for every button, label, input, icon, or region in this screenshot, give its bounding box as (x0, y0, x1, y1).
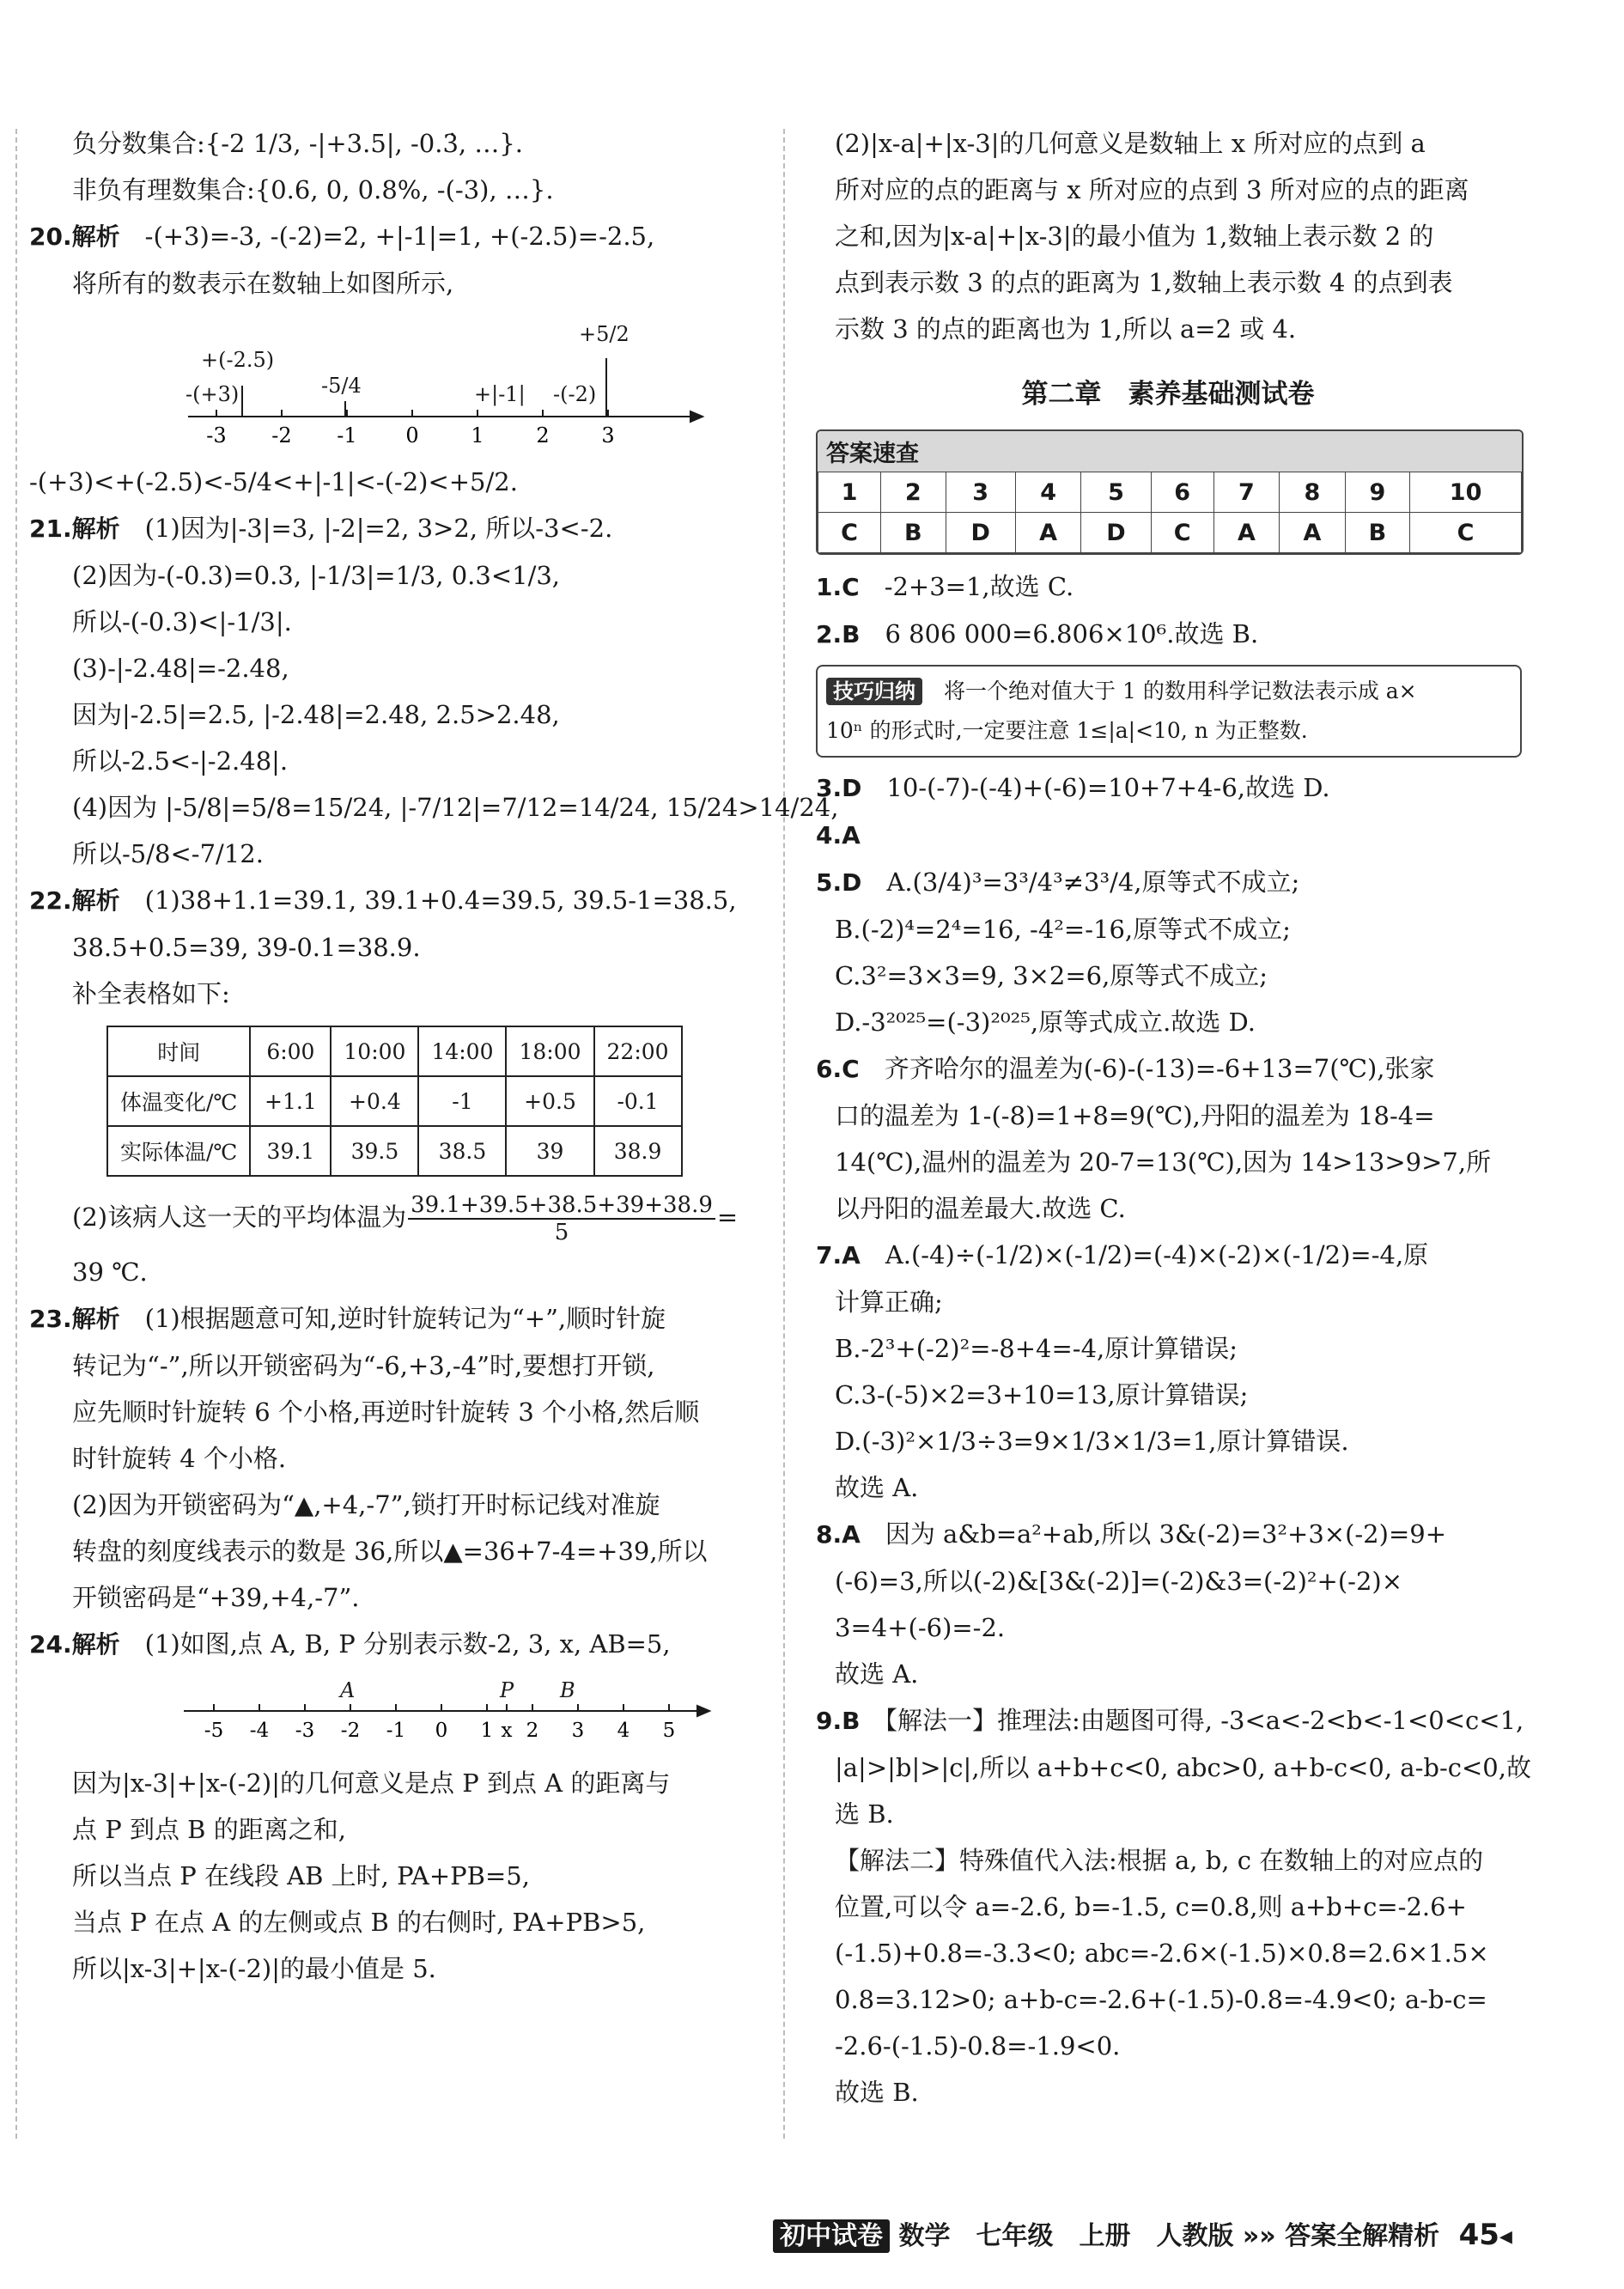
answer-values-row: C B D A D C A A B C (818, 513, 1522, 553)
ans-8: 8.A 因为 a&b=a²+ab,所以 3&(-2)=3²+3×(-2)=9+ (816, 1519, 1446, 1549)
page-arrow-icon: ◂ (1499, 2221, 1512, 2251)
point-A: A (340, 1678, 356, 1702)
footer-tag: 初中试卷 (773, 2219, 890, 2253)
q21-b1: (2)因为-(-0.3)=0.3, |-1/3|=1/3, 0.3<1/3, (72, 561, 561, 590)
ans-6-4: 以丹阳的温差最大.故选 C. (835, 1194, 1126, 1223)
q23-l1: 23.解析 (1)根据题意可知,逆时针旋转记为“+”,顺时针旋 (29, 1304, 666, 1333)
point-P: P (500, 1678, 514, 1702)
ans-6: 6.C 齐齐哈尔的温差为(-6)-(-13)=-6+13=7(℃),张家 (816, 1054, 1435, 1083)
r-line2: 所对应的点的距离与 x 所对应的点到 3 所对应的点的距离 (835, 175, 1469, 204)
tick-label: x (501, 1720, 513, 1742)
tick-label: -4 (249, 1720, 270, 1742)
ans-9: 9.B 【解法一】推理法:由题图可得, -3<a<-2<b<-1<0<c<1, (816, 1706, 1524, 1735)
q24-number-line (72, 1668, 725, 1754)
ans-6-2: 口的温差为 1-(-8)=1+8=9(℃),丹阳的温差为 18-4= (835, 1101, 1435, 1130)
r-line5: 示数 3 的点的距离也为 1,所以 a=2 或 4. (835, 314, 1297, 344)
page-footer (773, 2214, 1512, 2252)
page-number: 45 (1458, 2218, 1499, 2252)
q22-b1: (2)该病人这一天的平均体温为 $\frac{39.1+39.5+38.5+39+38.9}{5}$ = (72, 1192, 739, 1245)
tick-label: -1 (337, 423, 357, 447)
q21-c2: 因为|-2.5|=2.5, |-2.48|=2.48, 2.5>2.48, (72, 700, 560, 729)
label-neg-neg2: -(-2) (553, 382, 597, 406)
tick-label: -2 (271, 423, 292, 447)
q21-b2: 所以-(-0.3)<|-1/3|. (72, 607, 292, 636)
q22-a2: 38.5+0.5=39, 39-0.1=38.9. (72, 933, 421, 962)
tick-label: 3 (571, 1720, 585, 1742)
ans-2: 2.B 6 806 000=6.806×10⁶.故选 B. (816, 619, 1259, 648)
table-header-row: 时间 6:00 10:00 14:00 18:00 22:00 (107, 1026, 682, 1076)
ans-8-2: (-6)=3,所以(-2)&[3&(-2)]=(-2)&3=(-2)²+(-2)× (835, 1567, 1403, 1596)
ans-6-3: 14(℃),温州的温差为 20-7=13(℃),因为 14>13>9>7,所 (835, 1148, 1492, 1177)
footer-title: 答案全解精析 (1285, 2221, 1440, 2251)
ans-7-4: C.3-(-5)×2=3+10=13,原计算错误; (835, 1380, 1249, 1409)
q24-l3: 点 P 到点 B 的距离之和, (72, 1815, 346, 1844)
ans-4: 4.A (816, 821, 861, 849)
footer-arrow: »» (1242, 2221, 1276, 2251)
ans-9-5: 位置,可以令 a=-2.6, b=-1.5, c=0.8,则 a+b+c=-2.6+ (835, 1892, 1467, 1921)
ans-7-3: B.-2³+(-2)²=-8+4=-4,原计算错误; (835, 1334, 1238, 1363)
ans-9-9: 故选 B. (835, 2078, 919, 2107)
q22-a3: 补全表格如下: (72, 979, 230, 1008)
q20-result: -(+3)<+(-2.5)<-5/4<+|-1|<-(-2)<+5/2. (29, 467, 518, 496)
section-title: 第二章 素养基础测试卷 (1021, 379, 1315, 410)
q24-l2: 因为|x-3|+|x-(-2)|的几何意义是点 P 到点 A 的距离与 (72, 1768, 671, 1798)
column-divider (783, 129, 785, 2139)
q22-a1: 22.解析 (1)38+1.1=39.1, 39.1+0.4=39.5, 39.5-1=38.5, (29, 886, 737, 915)
tick-label: 5 (662, 1720, 676, 1742)
q23-l5: (2)因为开锁密码为“▲,+4,-7”,锁打开时标记线对准旋 (72, 1490, 660, 1519)
point-B: B (560, 1678, 575, 1702)
ans-8-4: 故选 A. (835, 1659, 919, 1689)
answer-quick-check (816, 429, 1524, 555)
q23-l4: 时针旋转 4 个小格. (72, 1444, 287, 1473)
tick-label: 3 (601, 423, 615, 447)
label-neg-5-4: -5/4 (321, 374, 362, 398)
r-line4: 点到表示数 3 的点的距离为 1,数轴上表示数 4 的点到表 (835, 268, 1453, 297)
ans-9-6: (-1.5)+0.8=-3.3<0; abc=-2.6×(-1.5)×0.8=2.6×1.5× (835, 1939, 1489, 1968)
footer-text: 数学 七年级 上册 人教版 (898, 2221, 1234, 2251)
ans-9-3: 选 B. (835, 1799, 894, 1829)
answer-table (818, 472, 1522, 553)
tick-label: 4 (617, 1720, 630, 1742)
r-line1: (2)|x-a|+|x-3|的几何意义是数轴上 x 所对应的点到 a (835, 129, 1426, 158)
ans-9-8: -2.6-(-1.5)-0.8=-1.9<0. (835, 2031, 1121, 2061)
answer-caption: 答案速查 (818, 431, 1522, 472)
q21-d1: (4)因为 |-5/8|=5/8=15/24, |-7/12|=7/12=14/24, 15/24>14/24, (72, 793, 839, 822)
ans-1: 1.C -2+3=1,故选 C. (816, 572, 1074, 601)
r-line3: 之和,因为|x-a|+|x-3|的最小值为 1,数轴上表示数 2 的 (835, 222, 1434, 251)
ans-9-7: 0.8=3.12>0; a+b-c=-2.6+(-1.5)-0.8=-4.9<0; a-b-c= (835, 1985, 1487, 2014)
q21-c1: (3)-|-2.48|=-2.48, (72, 654, 289, 683)
tick-label: -3 (206, 423, 227, 447)
tick-label: 2 (536, 423, 550, 447)
tick-label: 1 (480, 1720, 494, 1742)
q20-line1: 20.解析 -(+3)=-3, -(-2)=2, +|-1|=1, +(-2.5)=-2.5, (29, 222, 655, 251)
tip-tag: 技巧归纳 (826, 678, 922, 705)
answer-numbers-row: 1 2 3 4 5 6 7 8 9 10 (818, 472, 1522, 513)
tick-label: 0 (435, 1720, 448, 1742)
right-column (816, 120, 1531, 2115)
tick-label: 0 (405, 423, 419, 447)
tick-label: -1 (386, 1720, 406, 1742)
q21-a: 21.解析 (1)因为|-3|=3, |-2|=2, 3>2, 所以-3<-2. (29, 514, 613, 543)
ans-5-d: D.-3²⁰²⁵=(-3)²⁰²⁵,原等式成立.故选 D. (835, 1008, 1256, 1037)
q21-c3: 所以-2.5<-|-2.48|. (72, 746, 289, 776)
tick-label: -3 (295, 1720, 315, 1742)
tip-box: 技巧归纳 将一个绝对值大于 1 的数用科学记数法表示成 a× 10ⁿ 的形式时,一定要注意 1≤|a|<10, n 为正整数. (816, 665, 1522, 758)
q22-b2: 39 ℃. (72, 1257, 148, 1287)
ans-3: 3.D 10-(-7)-(-4)+(-6)=10+7+4-6,故选 D. (816, 773, 1330, 802)
ans-5-c: C.3²=3×3=9, 3×2=6,原等式不成立; (835, 961, 1268, 990)
q21-d2: 所以-5/8<-7/12. (72, 839, 264, 868)
left-margin-line (15, 129, 17, 2139)
ans-5-b: B.(-2)⁴=2⁴=16, -4²=-16,原等式不成立; (835, 915, 1291, 944)
negative-fraction-set: 负分数集合:{-2 1/3, -|+3.5|, -0.3̇, …}. (72, 129, 524, 158)
q23-l7: 开锁密码是“+39,+4,-7”. (72, 1583, 360, 1612)
ans-9-4: 【解法二】特殊值代入法:根据 a, b, c 在数轴上的对应点的 (835, 1846, 1484, 1875)
tick-label: 2 (526, 1720, 539, 1742)
tick-label: 1 (471, 423, 484, 447)
label-plus-5-2: +5/2 (579, 322, 630, 346)
label-abs-neg1: +|-1| (474, 382, 526, 406)
ans-7-5: D.(-3)²×1/3÷3=9×1/3×1/3=1,原计算错误. (835, 1427, 1349, 1456)
table-row: 实际体温/℃ 39.1 39.5 38.5 39 38.9 (107, 1126, 682, 1176)
temperature-table (106, 1026, 683, 1177)
ans-8-3: 3=4+(-6)=-2. (835, 1613, 1006, 1642)
ans-9-2: |a|>|b|>|c|,所以 a+b+c<0, abc>0, a+b-c<0, a-b-c<0,故 (835, 1753, 1531, 1782)
q24-l4: 所以当点 P 在线段 AB 上时, PA+PB=5, (72, 1861, 530, 1890)
q20-number-line (72, 307, 725, 453)
table-row: 体温变化/℃ +1.1 +0.4 -1 +0.5 -0.1 (107, 1076, 682, 1126)
label-plus-neg-2p5: +(-2.5) (201, 348, 275, 372)
q24-l5: 当点 P 在点 A 的左侧或点 B 的右侧时, PA+PB>5, (72, 1908, 646, 1937)
q23-l2: 转记为“-”,所以开锁密码为“-6,+3,-4”时,要想打开锁, (72, 1351, 655, 1380)
ans-7-6: 故选 A. (835, 1473, 919, 1502)
ans-5: 5.D A.(3/4)³=3³/4³≠3³/4,原等式不成立; (816, 868, 1300, 897)
q24-l6: 所以|x-3|+|x-(-2)|的最小值是 5. (72, 1954, 436, 1983)
label-neg-plus3: -(+3) (186, 382, 240, 406)
ans-7-2: 计算正确; (835, 1288, 943, 1317)
tick-label: -2 (340, 1720, 361, 1742)
nonnegative-set: 非负有理数集合:{0.6, 0, 0.8%, -(-3), …}. (72, 175, 554, 204)
q23-l3: 应先顺时针旋转 6 个小格,再逆时针旋转 3 个小格,然后顺 (72, 1397, 700, 1427)
q20-line2: 将所有的数表示在数轴上如图所示, (72, 269, 454, 298)
ans-7: 7.A A.(-4)÷(-1/2)×(-1/2)=(-4)×(-2)×(-1/2)=-4,原 (816, 1240, 1429, 1269)
q23-l6: 转盘的刻度线表示的数是 36,所以▲=36+7-4=+39,所以 (72, 1537, 708, 1566)
tick-label: -5 (204, 1720, 224, 1742)
q24-l1: 24.解析 (1)如图,点 A, B, P 分别表示数-2, 3, x, AB=5, (29, 1629, 671, 1659)
